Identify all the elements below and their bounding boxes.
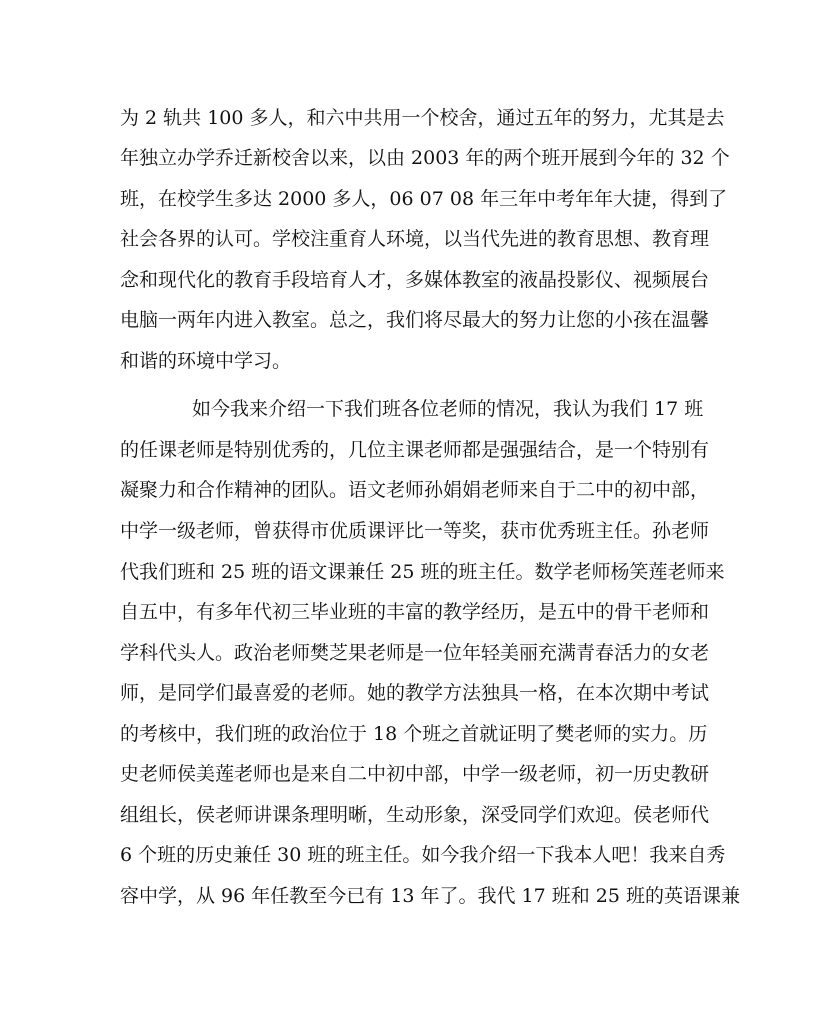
paragraph-2-line-3: 凝聚力和合作精神的团队。语文老师孙娟娟老师来自于二中的初中部， [120, 479, 710, 501]
paragraph-2-line-8: 师，是同学们最喜爱的老师。她的教学方法独具一格，在本次期中考试 [120, 682, 710, 704]
paragraph-1-line-4: 社会各界的认可。学校注重育人环境，以当代先进的教育思想、教育理 [120, 228, 710, 250]
paragraph-2-line-13: 容中学，从 96 年任教至今已有 13 年了。我代 17 班和 25 班的英语课兼 [120, 885, 741, 907]
paragraph-2-line-1: 如今我来介绍一下我们班各位老师的情况，我认为我们 17 班 [192, 398, 704, 420]
paragraph-2-line-9: 的考核中，我们班的政治位于 18 个班之首就证明了樊老师的实力。历 [120, 723, 708, 745]
paragraph-2-line-4: 中学一级老师，曾获得市优质课评比一等奖，获市优秀班主任。孙老师 [120, 520, 710, 542]
paragraph-1-line-5: 念和现代化的教育手段培育人才，多媒体教室的液晶投影仪、视频展台 [120, 269, 710, 291]
paragraph-2-line-10: 史老师侯美莲老师也是来自二中初中部，中学一级老师，初一历史教研 [120, 763, 710, 785]
paragraph-2-line-6: 自五中，有多年代初三毕业班的丰富的教学经历，是五中的骨干老师和 [120, 601, 710, 623]
paragraph-1-line-1: 为 2 轨共 100 多人，和六中共用一个校舍，通过五年的努力，尤其是去 [120, 107, 725, 129]
paragraph-1-line-6: 电脑一两年内进入教室。总之，我们将尽最大的努力让您的小孩在温馨 [120, 309, 710, 331]
paragraph-2-line-2: 的任课老师是特别优秀的，几位主课老师都是强强结合，是一个特别有 [120, 439, 710, 461]
paragraph-2-line-12: 6 个班的历史兼任 30 班的班主任。如今我介绍一下我本人吧！我来自秀 [120, 844, 726, 866]
paragraph-1-line-3: 班，在校学生多达 2000 多人，06 07 08 年三年中考年年大捷，得到了 [120, 188, 728, 210]
paragraph-1-line-2: 年独立办学乔迁新校舍以来，以由 2003 年的两个班开展到今年的 32 个 [120, 147, 730, 169]
paragraph-2-line-7: 学科代头人。政治老师樊芝果老师是一位年轻美丽充满青春活力的女老 [120, 642, 710, 664]
paragraph-1-line-7: 和谐的环境中学习。 [120, 350, 292, 372]
paragraph-2-line-5: 代我们班和 25 班的语文课兼任 25 班的班主任。数学老师杨笑莲老师来 [120, 561, 725, 583]
paragraph-2-line-11: 组组长，侯老师讲课条理明晰，生动形象，深受同学们欢迎。侯老师代 [120, 804, 710, 826]
